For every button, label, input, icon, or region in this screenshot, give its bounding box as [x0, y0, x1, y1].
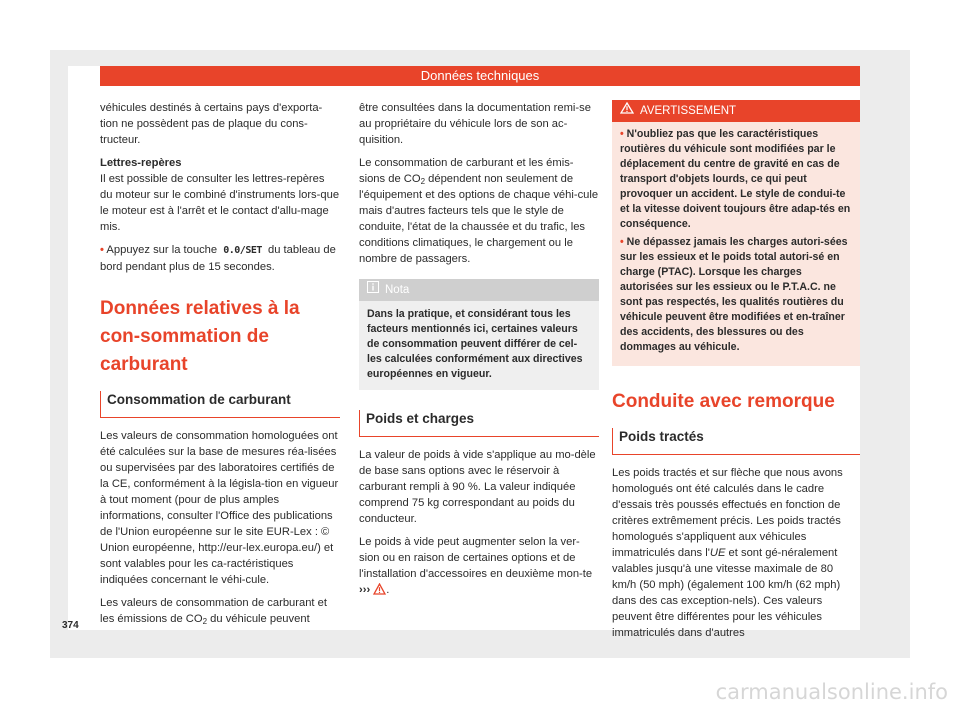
bullet-text-pre: Appuyez sur la touche [106, 244, 218, 256]
cross-ref-arrow: ››› [359, 584, 371, 596]
text: Les valeurs de consommation de carburant et les émissions de CO [100, 597, 327, 625]
page-header: Données techniques [100, 66, 860, 86]
paragraph: véhicules destinés à certains pays d'exporta-tion ne possèdent pas de plaque du cons-tructeur. [100, 102, 323, 146]
subtitle-consommation: Consommation de carburant [100, 391, 340, 418]
bullet-dot-icon: • [100, 244, 104, 256]
paragraph: Le poids à vide peut augmenter selon la ver-sion ou en raison de certaines options et de l'installation d'accessoires en deuxième mon-te ››› . [359, 534, 599, 600]
column-3 [612, 100, 860, 648]
text: et sont gé-néralement valables jusqu'à une vitesse maximale de 80 km/h (50 mph) (également 100 km/h (62 mph) dans des cas exception-nels). Ces valeurs peuvent être différentes pour les véhicules immatriculés dans d'autres [612, 547, 841, 639]
nota-header [359, 279, 599, 301]
column-1 [100, 100, 340, 634]
section-title-consommation: Données relatives à la con-sommation de carburant [100, 298, 300, 375]
paragraph [100, 595, 340, 627]
warning-box [612, 100, 860, 366]
text: Le poids à vide peut augmenter selon la ver-sion ou en raison de certaines options et de l'installation d'accessoires en deuxième mon-te [359, 536, 593, 580]
column-2 [359, 100, 599, 607]
paragraph: Il est possible de consulter les lettres-repères du moteur sur le combiné d'instruments lors-que le moteur est à l'arrêt et le contact d'allu-mage mis. [100, 173, 340, 233]
nota-box [359, 279, 599, 390]
bullet-item [100, 242, 340, 275]
subtitle-poids-charges: Poids et charges [359, 410, 599, 437]
paragraph: Les valeurs de consommation homologuées ont été calculées sur la base de mesures réa-lisées ou supervisées par des laboratoires certifiés de la CE, conformément à la législa-tion en vigueur à tout moment (pour de plus amples informations, consulter l'Office des publications de l'Union européenne sur le site EUR-Lex : © Union européenne, http://eur-lex.europa.eu/) et sont valables pour les ca-ractéristiques indiquées concernant le véhi-cule. [100, 430, 339, 586]
subtitle-poids-tractes: Poids tractés [612, 428, 860, 455]
subscript: 2 [420, 177, 426, 186]
warning-item [620, 235, 852, 355]
warning-triangle-icon [620, 100, 634, 122]
page-number: 374 [62, 620, 79, 631]
warning-item [620, 127, 852, 232]
text: du véhicule peuvent [207, 613, 310, 625]
warning-header [612, 100, 860, 122]
watermark: carmanualsonline.info [715, 680, 948, 704]
paragraph: être consultées dans la documentation remi-se au propriétaire du véhicule lors de son ac-quisition. [359, 102, 591, 146]
nota-text: Dans la pratique, et considérant tous les facteurs mentionnés ici, certaines valeurs de consommation peuvent différer de cel-les calculées conformément aux directives européennes en vigueur. [367, 308, 583, 380]
warning-item-text: N'oubliez pas que les caractéristiques routières du véhicule sont modifiées par le déplacement du centre de gravité en cas de transport d'objets lourds, ce qui peut provoquer un accident. Le style de condui-te et la vitesse doivent toujours être adap-tés en conséquence. [620, 128, 851, 230]
warning-triangle-icon [373, 583, 386, 600]
bullet-text-post: du tableau de bord pendant plus de 15 secondes. [100, 244, 336, 273]
paragraph [612, 465, 860, 641]
text-italic: UE [709, 547, 726, 559]
paragraph: La valeur de poids à vide s'applique au mo-dèle de base sans options avec le réservoir à carburant rempli à 90 %. La valeur indiquée comprend 75 kg correspondant au poids du conducteur. [359, 449, 596, 525]
warning-title: AVERTISSEMENT [640, 105, 737, 117]
nota-title: Nota [385, 284, 410, 296]
key-label: 0.0/SET [223, 245, 262, 256]
text: Le consommation de carburant et les émis-sions de CO [359, 157, 574, 185]
info-icon [367, 279, 379, 301]
text: dépendent non seulement de l'équipement et des options de chaque véhi-cule mais d'autres facteurs tels que le style de conduite, l'état de la chaussée et du trafic, les conditions climatiques, le chargement ou le nombre de passagers. [359, 173, 599, 265]
heading-lettres-reperes: Lettres-repères [100, 157, 182, 169]
subscript: 2 [202, 617, 208, 626]
warning-body [612, 122, 860, 366]
section-title-remorque: Conduite avec remorque [612, 391, 835, 412]
bullet-dot-icon: • [620, 236, 624, 248]
warning-item-text: Ne dépassez jamais les charges autori-sées sur les essieux et le poids total autori-sé en charge (PTAC). Lorsque les charges autorisées sur les essieux ou le P.T.A.C. ne sont pas respectés, les qualités routières du véhicule peuvent être modifiées et en-traîner des accidents, des blessures ou des dommages au véhicule. [620, 236, 848, 353]
text: Les poids tractés et sur flèche que nous avons homologués ont été calculés dans le cadre d'essais très poussés effectués en fonction de critères extrêmement précis. Les poids tractés homologués s'appliquent aux véhicules immatriculés dans l' [612, 467, 843, 559]
bullet-dot-icon: • [620, 128, 624, 140]
paragraph [359, 155, 599, 267]
